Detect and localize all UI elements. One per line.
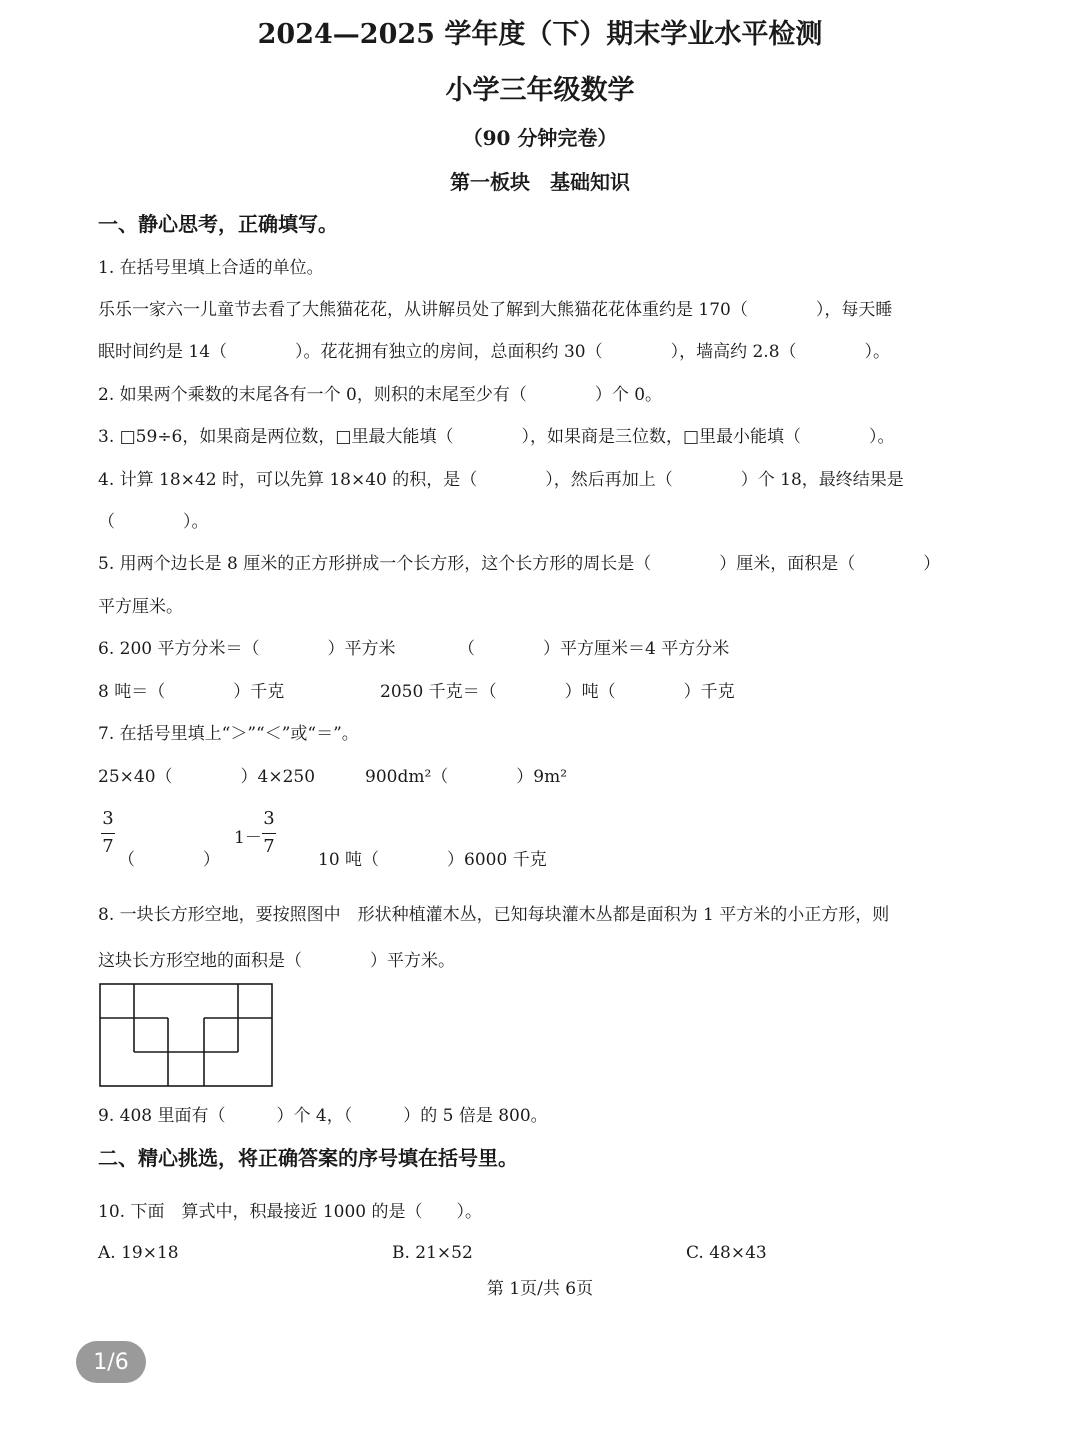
question-9: 9. 408 里面有（ ）个 4，（ ）的 5 倍是 800。	[98, 1106, 548, 1126]
one-minus-text: 1－	[234, 828, 262, 848]
fraction-bar	[101, 833, 115, 834]
option-c: C. 48×43	[686, 1243, 767, 1263]
fraction-three-sevenths	[101, 808, 115, 857]
question-8-line2: 这块长方形空地的面积是（ ）平方米。	[98, 951, 455, 971]
shrub-grid-figure	[99, 983, 274, 1088]
question-2: 2. 如果两个乘数的末尾各有一个 0，则积的末尾至少有（ ）个 0。	[98, 385, 663, 405]
question-8-line1: 8. 一块长方形空地，要按照图中 形状种植灌木丛，已知每块灌木丛都是面积为 1 平方米的小正方形，则	[98, 905, 890, 925]
question-6-part-d: 2050 千克＝（ ）吨（ ）千克	[380, 682, 735, 702]
question-4-line2: （ ）。	[98, 512, 209, 532]
question-7-part-a: 25×40（ ）4×250	[98, 767, 316, 787]
page-indicator-badge[interactable]: 1/6	[76, 1341, 146, 1383]
option-b: B. 21×52	[392, 1243, 473, 1263]
question-3: 3. □59÷6，如果商是两位数，□里最大能填（ ），如果商是三位数，□里最小能填（ ）。	[98, 427, 895, 447]
question-6-part-b: （ ）平方厘米＝4 平方分米	[458, 639, 730, 659]
question-7-part-d: 10 吨（ ）6000 千克	[318, 850, 547, 870]
page-number-label: 第 1页/共 6页	[486, 1279, 594, 1299]
question-1-text-line2: 眠时间约是 14（ ）。花花拥有独立的房间，总面积约 30（ ），墙高约 2.8（ ）。	[98, 342, 891, 362]
question-1-prompt: 1. 在括号里填上合适的单位。	[98, 258, 324, 278]
question-4-line1: 4. 计算 18×42 时，可以先算 18×40 的积，是（ ），然后再加上（ ）个 18，最终结果是	[98, 470, 904, 490]
fraction-three-sevenths-2	[262, 808, 276, 857]
section1-heading: 一、静心思考，正确填写。	[98, 212, 338, 236]
block-title: 第一板块 基础知识	[450, 170, 630, 194]
exam-subtitle: 小学三年级数学	[445, 75, 635, 106]
exam-title: 2024—2025 学年度（下）期末学业水平检测	[257, 19, 823, 50]
time-note: （90 分钟完卷）	[462, 126, 618, 150]
question-7-intro: 7. 在括号里填上“＞”“＜”或“＝”。	[98, 724, 359, 744]
option-a: A. 19×18	[98, 1243, 179, 1263]
question-10: 10. 下面 算式中，积最接近 1000 的是（ ）。	[98, 1202, 483, 1222]
question-6-part-a: 6. 200 平方分米＝（ ）平方米	[98, 639, 396, 659]
question-7-blank: （ ）	[118, 850, 220, 870]
fraction-denominator: 7	[263, 836, 275, 857]
question-1-text-line1: 乐乐一家六一儿童节去看了大熊猫花花，从讲解员处了解到大熊猫花花体重约是 170（ ），每天睡	[98, 300, 893, 320]
figure-outer-rectangle	[100, 984, 272, 1086]
fraction-denominator: 7	[102, 836, 114, 857]
section2-heading: 二、精心挑选，将正确答案的序号填在括号里。	[98, 1146, 518, 1170]
fraction-bar	[262, 833, 276, 834]
question-6-part-c: 8 吨＝（ ）千克	[98, 682, 285, 702]
question-7-part-b: 900dm²（ ）9m²	[365, 767, 568, 787]
fraction-numerator: 3	[102, 808, 114, 829]
question-5-line2: 平方厘米。	[98, 597, 183, 617]
question-5-line1: 5. 用两个边长是 8 厘米的正方形拼成一个长方形，这个长方形的周长是（ ）厘米，面积是（ ）	[98, 554, 941, 574]
fraction-numerator: 3	[263, 808, 275, 829]
